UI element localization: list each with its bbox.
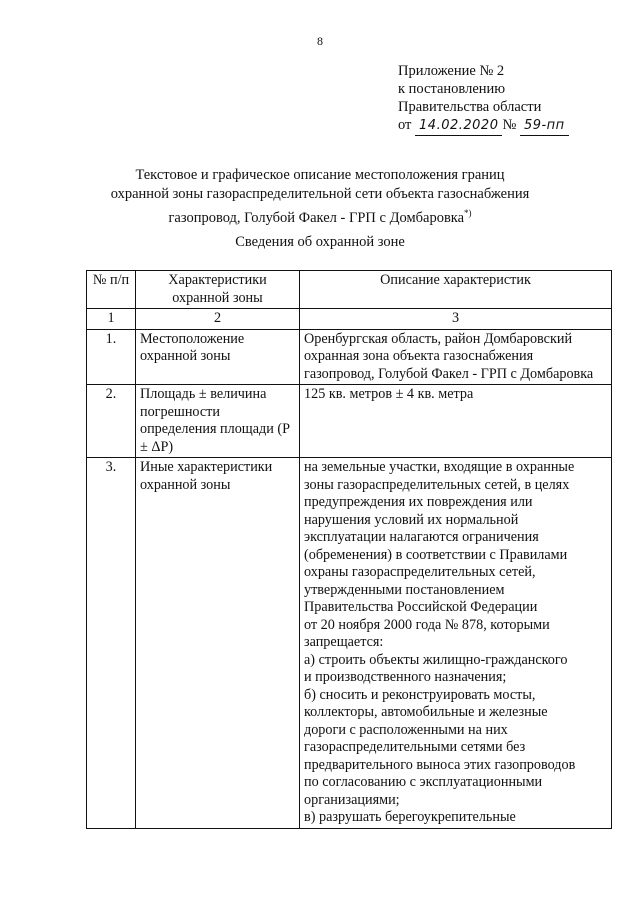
title-line-3-wrap <box>60 204 580 228</box>
appendix-line-1: Приложение № 2 <box>398 63 505 79</box>
index-cell: 1 <box>87 309 136 330</box>
description-line: зоны газораспределительных сетей, в целях <box>304 476 570 493</box>
row-description <box>300 458 612 829</box>
table-row <box>87 329 612 385</box>
handwritten-date: 14.02.2020 <box>415 117 502 136</box>
description-line: запрещается: <box>304 634 384 650</box>
description-line: в) разрушать берегоукрепительные <box>304 809 516 825</box>
description-line: нарушения условий их нормальной <box>304 511 519 528</box>
document-title <box>60 166 580 228</box>
header-number: № п/п <box>87 271 136 309</box>
footnote-mark: *) <box>464 208 472 218</box>
description-line: и производственного назначения; <box>304 669 507 685</box>
section-heading: Сведения об охранной зоне <box>235 234 405 250</box>
description-line: б) сносить и реконструировать мосты, <box>304 686 536 703</box>
index-cell: 2 <box>136 309 300 330</box>
description-line: коллекторы, автомобильные и железные <box>304 704 548 720</box>
description-line: Правительства Российской Федерации <box>304 599 538 615</box>
appendix-line-3: Правительства области <box>398 99 542 115</box>
description-line: организациями; <box>304 791 400 808</box>
description-line: (обременения) в соответствии с Правилами <box>304 546 568 563</box>
description-line: по согласованию с эксплуатационными <box>304 774 543 790</box>
column-index-row <box>87 309 612 330</box>
description-line: утвержденными постановлением <box>304 581 505 598</box>
description-line: предупреждения их повреждения или <box>304 494 533 510</box>
title-line-2: охранной зоны газораспределительной сети объекта газоснабжения <box>110 186 530 202</box>
row-description: Оренбургская область, район Домбаровский охранная зона объекта газоснабжения газопровод, Голубой Факел - ГРП с Домбаровка <box>300 329 612 385</box>
title-line-3: газопровод, Голубой Факел - ГРП с Домбаровка <box>168 209 465 226</box>
description-line: а) строить объекты жилищно-гражданского <box>304 651 568 668</box>
handwritten-number: 59-пп <box>520 117 569 136</box>
row-characteristic: Местоположение охранной зоны <box>136 329 300 385</box>
appendix-date-line <box>398 116 569 136</box>
header-description: Описание характеристик <box>300 271 612 309</box>
protection-zone-table <box>86 270 612 829</box>
description-line: от 20 ноября 2000 года № 878, которыми <box>304 616 550 633</box>
description-line: на земельные участки, входящие в охранные <box>304 459 575 475</box>
appendix-line-2: к постановлению <box>398 81 506 97</box>
page-number: 8 <box>317 34 323 48</box>
row-number: 2. <box>87 385 136 458</box>
row-characteristic: Иные характеристики охранной зоны <box>136 458 300 829</box>
row-number: 1. <box>87 329 136 385</box>
row-number: 3. <box>87 458 136 829</box>
description-line: предварительного выноса этих газопроводов <box>304 756 576 773</box>
from-label: от <box>398 117 412 133</box>
table-header-row <box>87 271 612 309</box>
table-row <box>87 385 612 458</box>
description-line: охраны газораспределительных сетей, <box>304 564 536 580</box>
title-line-1: Текстовое и графическое описание местоположения границ <box>135 167 505 183</box>
appendix-block <box>398 62 569 136</box>
description-line: эксплуатации налагаются ограничения <box>304 529 539 545</box>
table-row <box>87 458 612 829</box>
row-characteristic: Площадь ± величина погрешности определения площади (Р ± ΔР) <box>136 385 300 458</box>
row-description: 125 кв. метров ± 4 кв. метра <box>300 385 612 458</box>
number-label: № <box>502 117 517 133</box>
description-line: дороги с расположенными на них <box>304 721 508 738</box>
description-line: газораспределительными сетями без <box>304 739 526 755</box>
index-cell: 3 <box>300 309 612 330</box>
header-characteristics: Характеристики охранной зоны <box>136 271 300 309</box>
